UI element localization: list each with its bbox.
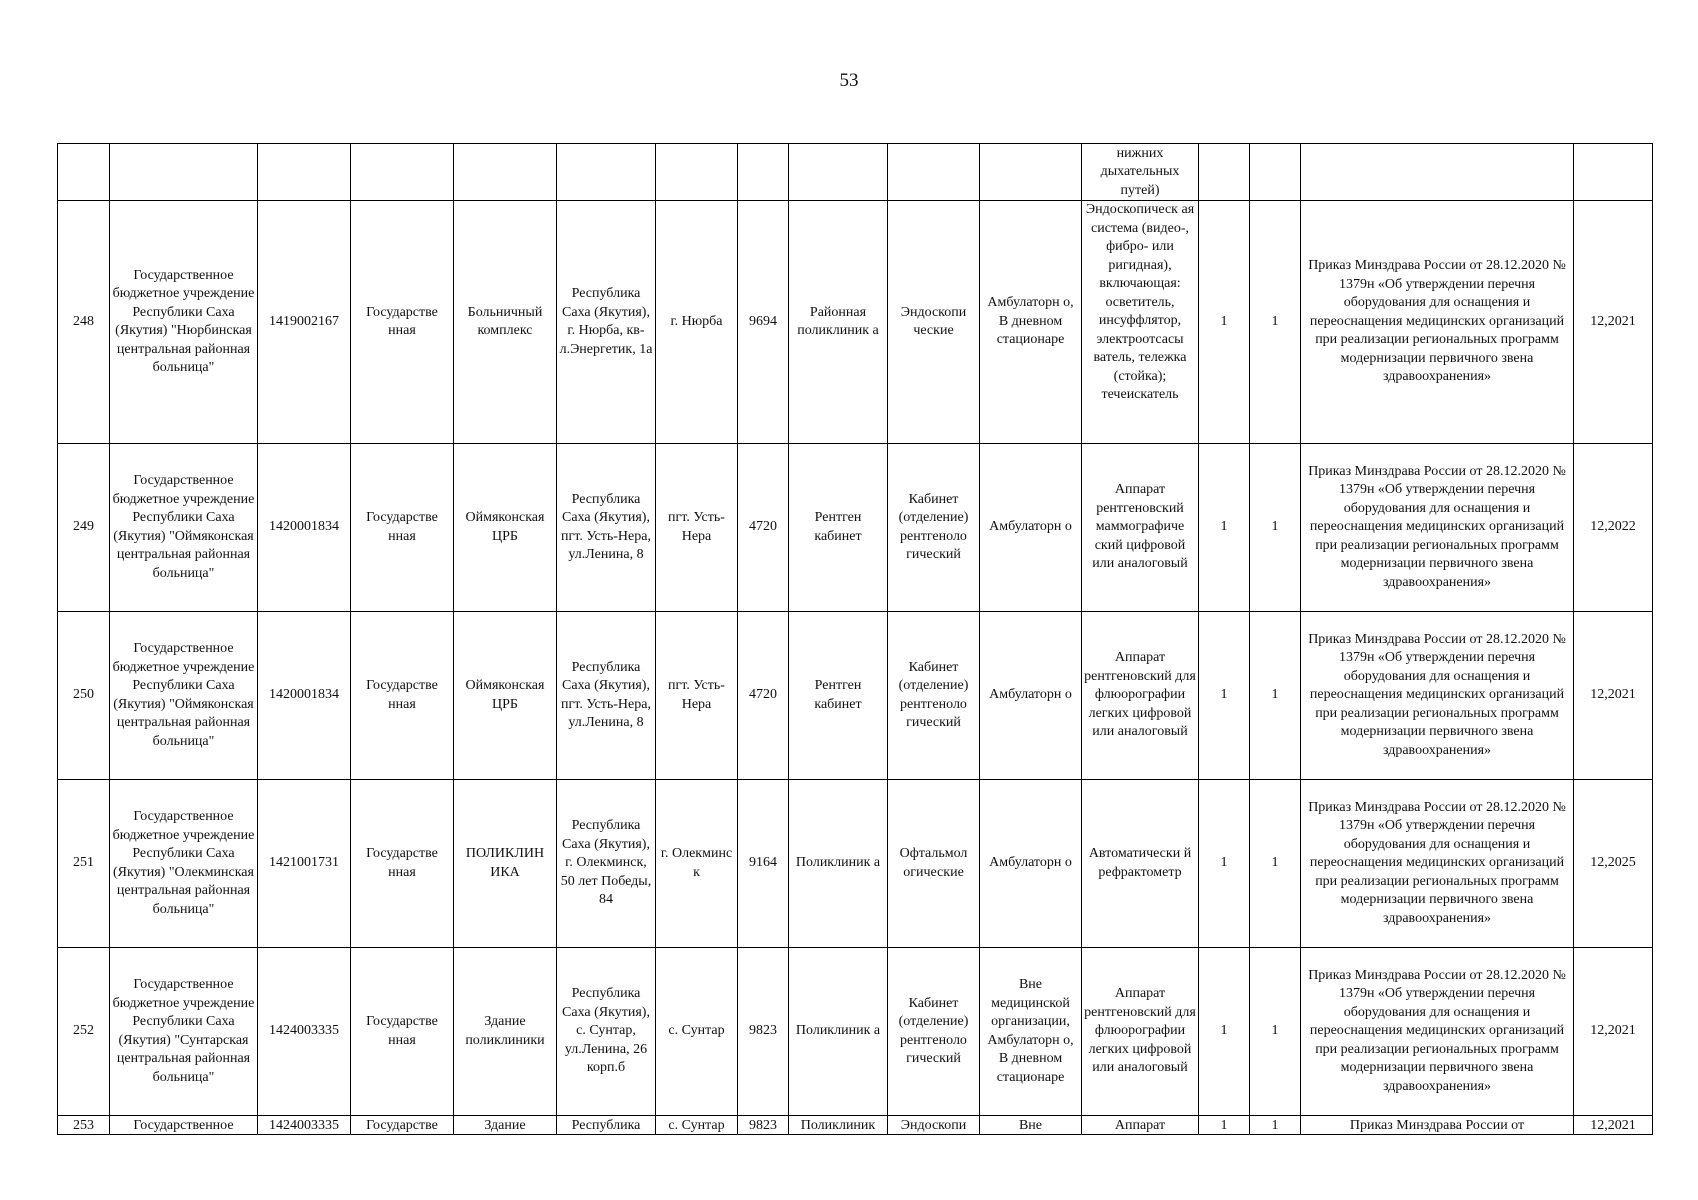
cell-address: Республика [557, 1116, 656, 1135]
cell-building: Оймяконская ЦРБ [454, 444, 557, 612]
cell-unit: Кабинет (отделение) рентгеноло гический [888, 948, 980, 1116]
cell-ownership: Государстве нная [351, 948, 454, 1116]
cell-division [789, 144, 888, 201]
table-row-continuation [58, 144, 1653, 201]
cell-population: 9164 [738, 780, 789, 948]
cell-care: Амбулаторн о [980, 444, 1082, 612]
cell-population: 9823 [738, 948, 789, 1116]
cell-division: Поликлиник а [789, 780, 888, 948]
cell-care: Вне [980, 1116, 1082, 1135]
cell-inn: 1420001834 [258, 444, 351, 612]
cell-date: 12,2025 [1574, 780, 1653, 948]
cell-org: Государственное бюджетное учреждение Республики Саха (Якутия) "Оймяконская центральная районная больница" [110, 612, 258, 780]
cell-division: Поликлиник [789, 1116, 888, 1135]
cell-care [980, 144, 1082, 201]
cell-unit: Кабинет (отделение) рентгеноло гический [888, 612, 980, 780]
cell-address: Республика Саха (Якутия), г. Нюрба, кв-л.Энергетик, 1а [557, 201, 656, 444]
cell-date [1574, 144, 1653, 201]
cell-basis [1301, 144, 1574, 201]
cell-locality: г. Нюрба [656, 201, 738, 444]
cell-locality [656, 144, 738, 201]
cell-basis: Приказ Минздрава России от 28.12.2020 № 1379н «Об утверждении перечня оборудования для оснащения и переоснащения медицинских организаций при реализации региональных программ модернизации первичного звена здравоохранения» [1301, 612, 1574, 780]
cell-qty2: 1 [1250, 948, 1301, 1116]
cell-qty1: 1 [1199, 780, 1250, 948]
cell-ownership: Государстве нная [351, 201, 454, 444]
cell-ownership: Государстве нная [351, 612, 454, 780]
cell-care: Амбулаторн о [980, 612, 1082, 780]
cell-building: Здание поликлиники [454, 948, 557, 1116]
cell-date: 12,2021 [1574, 612, 1653, 780]
cell-unit: Эндоскопи ческие [888, 201, 980, 444]
cell-population: 9694 [738, 201, 789, 444]
cell-address: Республика Саха (Якутия), пгт. Усть-Нера, ул.Ленина, 8 [557, 612, 656, 780]
cell-locality: г. Олекминс к [656, 780, 738, 948]
cell-ownership: Государстве нная [351, 780, 454, 948]
cell-care: Амбулаторн о [980, 780, 1082, 948]
cell-equipment: Эндоскопическ ая система (видео-, фибро- или ригидная), включающая: осветитель, инсуффлятор, электроотсасы ватель, тележка (стойка); течеискатель [1082, 201, 1199, 444]
cell-unit [888, 144, 980, 201]
cell-address: Республика Саха (Якутия), пгт. Усть-Нера, ул.Ленина, 8 [557, 444, 656, 612]
page-number: 53 [839, 70, 859, 91]
table-row [58, 201, 1653, 444]
cell-ownership [351, 144, 454, 201]
cell-division: Поликлиник а [789, 948, 888, 1116]
cell-num: 253 [58, 1116, 110, 1135]
cell-building: Больничный комплекс [454, 201, 557, 444]
cell-ownership: Государстве нная [351, 444, 454, 612]
cell-locality: пгт. Усть-Нера [656, 444, 738, 612]
cell-inn [258, 144, 351, 201]
cell-qty1: 1 [1199, 444, 1250, 612]
cell-unit: Офтальмол огические [888, 780, 980, 948]
cell-address: Республика Саха (Якутия), г. Олекминск, 50 лет Победы, 84 [557, 780, 656, 948]
cell-org: Государственное бюджетное учреждение Республики Саха (Якутия) "Сунтарская центральная районная больница" [110, 948, 258, 1116]
cell-num: 249 [58, 444, 110, 612]
cell-qty1: 1 [1199, 201, 1250, 444]
cell-unit: Эндоскопи [888, 1116, 980, 1135]
cell-qty2: 1 [1250, 1116, 1301, 1135]
cell-qty1: 1 [1199, 948, 1250, 1116]
cell-equipment: нижних дыхательных путей) [1082, 144, 1199, 201]
cell-address [557, 144, 656, 201]
cell-qty2 [1250, 144, 1301, 201]
cell-building: Здание [454, 1116, 557, 1135]
cell-qty2: 1 [1250, 201, 1301, 444]
cell-population: 4720 [738, 444, 789, 612]
cell-address: Республика Саха (Якутия), с. Сунтар, ул.Ленина, 26 корп.б [557, 948, 656, 1116]
cell-qty2: 1 [1250, 612, 1301, 780]
cell-building: Оймяконская ЦРБ [454, 612, 557, 780]
cell-care: Амбулаторн о, В дневном стационаре [980, 201, 1082, 444]
cell-org: Государственное бюджетное учреждение Республики Саха (Якутия) "Оймяконская центральная районная больница" [110, 444, 258, 612]
cell-num [58, 144, 110, 201]
cell-inn: 1421001731 [258, 780, 351, 948]
cell-date: 12,2021 [1574, 948, 1653, 1116]
cell-locality: пгт. Усть-Нера [656, 612, 738, 780]
cell-equipment: Аппарат рентгеновский для флюорографии легких цифровой или аналоговый [1082, 948, 1199, 1116]
cell-basis: Приказ Минздрава России от 28.12.2020 № 1379н «Об утверждении перечня оборудования для оснащения и переоснащения медицинских организаций при реализации региональных программ модернизации первичного звена здравоохранения» [1301, 444, 1574, 612]
cell-division: Рентген кабинет [789, 444, 888, 612]
cell-num: 248 [58, 201, 110, 444]
table-row [58, 1116, 1653, 1135]
cell-date: 12,2021 [1574, 201, 1653, 444]
cell-num: 250 [58, 612, 110, 780]
cell-qty2: 1 [1250, 444, 1301, 612]
cell-population: 4720 [738, 612, 789, 780]
cell-qty1: 1 [1199, 1116, 1250, 1135]
cell-building: ПОЛИКЛИН ИКА [454, 780, 557, 948]
cell-qty1 [1199, 144, 1250, 201]
cell-locality: с. Сунтар [656, 1116, 738, 1135]
cell-care: Вне медицинской организации, Амбулаторн о, В дневном стационаре [980, 948, 1082, 1116]
cell-building [454, 144, 557, 201]
equipment-register-table [57, 143, 1653, 1135]
cell-basis: Приказ Минздрава России от 28.12.2020 № 1379н «Об утверждении перечня оборудования для оснащения и переоснащения медицинских организаций при реализации региональных программ модернизации первичного звена здравоохранения» [1301, 948, 1574, 1116]
cell-division: Районная поликлиник а [789, 201, 888, 444]
cell-ownership: Государстве [351, 1116, 454, 1135]
cell-date: 12,2021 [1574, 1116, 1653, 1135]
cell-equipment: Аппарат рентгеновский маммографиче ский цифровой или аналоговый [1082, 444, 1199, 612]
cell-equipment: Аппарат [1082, 1116, 1199, 1135]
cell-inn: 1424003335 [258, 948, 351, 1116]
cell-inn: 1420001834 [258, 612, 351, 780]
table-row [58, 612, 1653, 780]
cell-equipment: Аппарат рентгеновский для флюорографии легких цифровой или аналоговый [1082, 612, 1199, 780]
cell-num: 251 [58, 780, 110, 948]
cell-qty2: 1 [1250, 780, 1301, 948]
cell-inn: 1419002167 [258, 201, 351, 444]
cell-unit: Кабинет (отделение) рентгеноло гический [888, 444, 980, 612]
cell-locality: с. Сунтар [656, 948, 738, 1116]
cell-population: 9823 [738, 1116, 789, 1135]
cell-org [110, 144, 258, 201]
table-row [58, 444, 1653, 612]
cell-basis: Приказ Минздрава России от 28.12.2020 № 1379н «Об утверждении перечня оборудования для оснащения и переоснащения медицинских организаций при реализации региональных программ модернизации первичного звена здравоохранения» [1301, 201, 1574, 444]
cell-basis: Приказ Минздрава России от [1301, 1116, 1574, 1135]
cell-num: 252 [58, 948, 110, 1116]
cell-date: 12,2022 [1574, 444, 1653, 612]
cell-population [738, 144, 789, 201]
cell-org: Государственное [110, 1116, 258, 1135]
cell-basis: Приказ Минздрава России от 28.12.2020 № 1379н «Об утверждении перечня оборудования для оснащения и переоснащения медицинских организаций при реализации региональных программ модернизации первичного звена здравоохранения» [1301, 780, 1574, 948]
cell-org: Государственное бюджетное учреждение Республики Саха (Якутия) "Нюрбинская центральная районная больница" [110, 201, 258, 444]
cell-org: Государственное бюджетное учреждение Республики Саха (Якутия) "Олекминская центральная районная больница" [110, 780, 258, 948]
cell-equipment: Автоматически й рефрактометр [1082, 780, 1199, 948]
table-row [58, 780, 1653, 948]
cell-inn: 1424003335 [258, 1116, 351, 1135]
cell-division: Рентген кабинет [789, 612, 888, 780]
cell-qty1: 1 [1199, 612, 1250, 780]
table-row [58, 948, 1653, 1116]
